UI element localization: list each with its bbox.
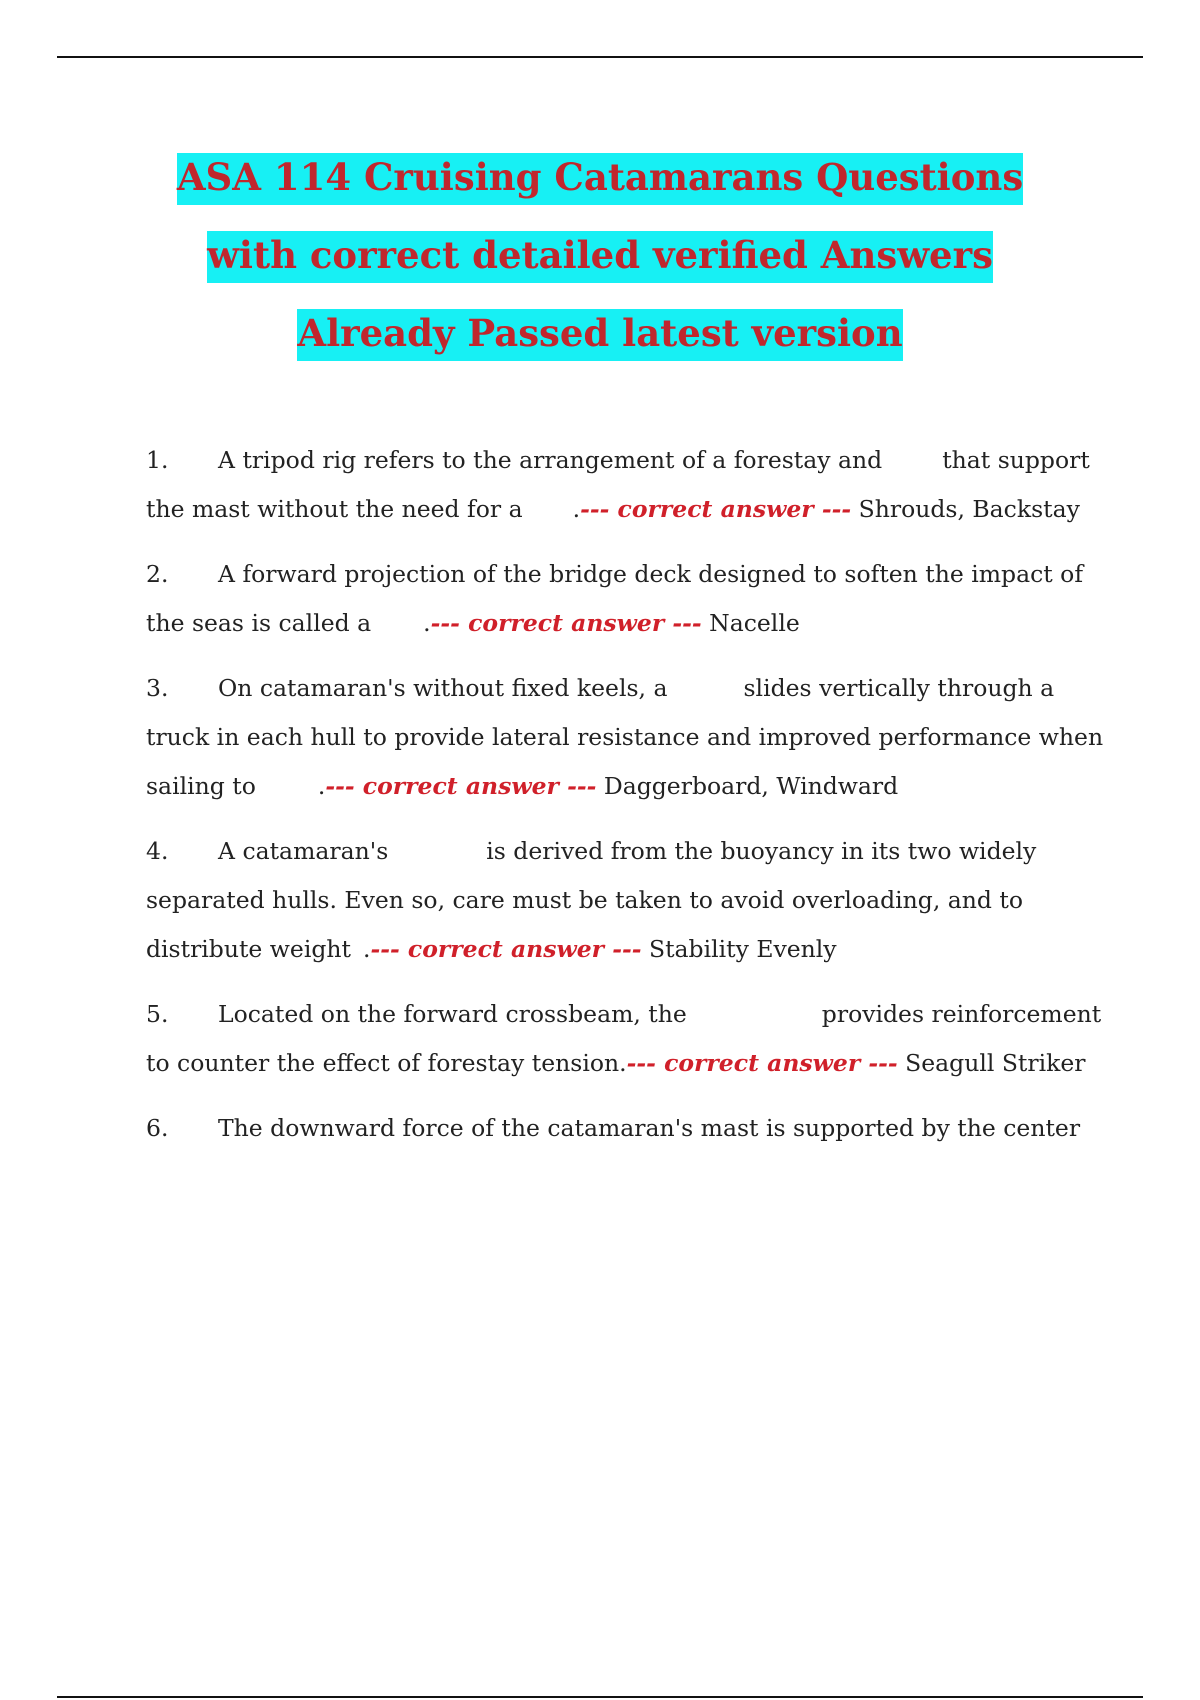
question-number: 2. xyxy=(146,560,169,588)
question-list xyxy=(146,436,1106,1169)
question-number: 6. xyxy=(146,1114,169,1142)
correct-answer-marker: --- correct answer --- xyxy=(626,1049,898,1077)
question-text: . xyxy=(423,609,431,637)
question-number: 3. xyxy=(146,674,169,702)
question-text: On catamaran's without fixed keels, a xyxy=(218,674,668,702)
question-text: provides reinforcement to counter the effect of forestay tension. xyxy=(146,1000,1102,1077)
question-number: 1. xyxy=(146,446,169,474)
top-rule xyxy=(57,56,1143,58)
question-1 xyxy=(146,436,1106,534)
question-6 xyxy=(146,1104,1106,1153)
document-title xyxy=(0,138,1200,372)
question-text: A catamaran's xyxy=(218,837,389,865)
answer-text: Daggerboard, Windward xyxy=(603,772,899,800)
correct-answer-marker: --- correct answer --- xyxy=(580,495,852,523)
title-line-1: ASA 114 Cruising Catamarans Questions xyxy=(177,153,1023,205)
question-5 xyxy=(146,990,1106,1088)
question-text: Located on the forward crossbeam, the xyxy=(218,1000,687,1028)
question-text: that support the mast without the need for a xyxy=(146,446,1090,523)
question-4 xyxy=(146,827,1106,974)
question-3 xyxy=(146,664,1106,811)
question-text: A tripod rig refers to the arrangement of a forestay and xyxy=(218,446,883,474)
answer-text: Shrouds, Backstay xyxy=(858,495,1080,523)
correct-answer-marker: --- correct answer --- xyxy=(325,772,597,800)
correct-answer-marker: --- correct answer --- xyxy=(370,935,642,963)
title-line-3: Already Passed latest version xyxy=(297,309,902,361)
answer-text: Stability Evenly xyxy=(648,935,837,963)
question-text: slides vertically through a truck in each hull to provide lateral resistance and improved performance when sailing to xyxy=(146,674,1104,800)
question-text: . xyxy=(572,495,581,523)
question-text: A forward projection of the bridge deck designed to soften the impact of the seas is called a xyxy=(146,560,1084,637)
answer-text: Nacelle xyxy=(709,609,800,637)
question-2 xyxy=(146,550,1106,648)
correct-answer-marker: --- correct answer --- xyxy=(430,609,702,637)
answer-text: Seagull Striker xyxy=(905,1049,1086,1077)
question-number: 4. xyxy=(146,837,169,865)
question-text: is derived from the buoyancy in its two widely separated hulls. Even so, care must be taken to avoid overloading, and to distribute weight xyxy=(146,837,1037,963)
bottom-rule xyxy=(57,1696,1143,1698)
title-line-2: with correct detailed verified Answers xyxy=(207,231,993,283)
question-text: . xyxy=(317,772,326,800)
question-text: . xyxy=(362,935,371,963)
question-number: 5. xyxy=(146,1000,169,1028)
question-text: The downward force of the catamaran's mast is supported by the center xyxy=(218,1114,1081,1142)
